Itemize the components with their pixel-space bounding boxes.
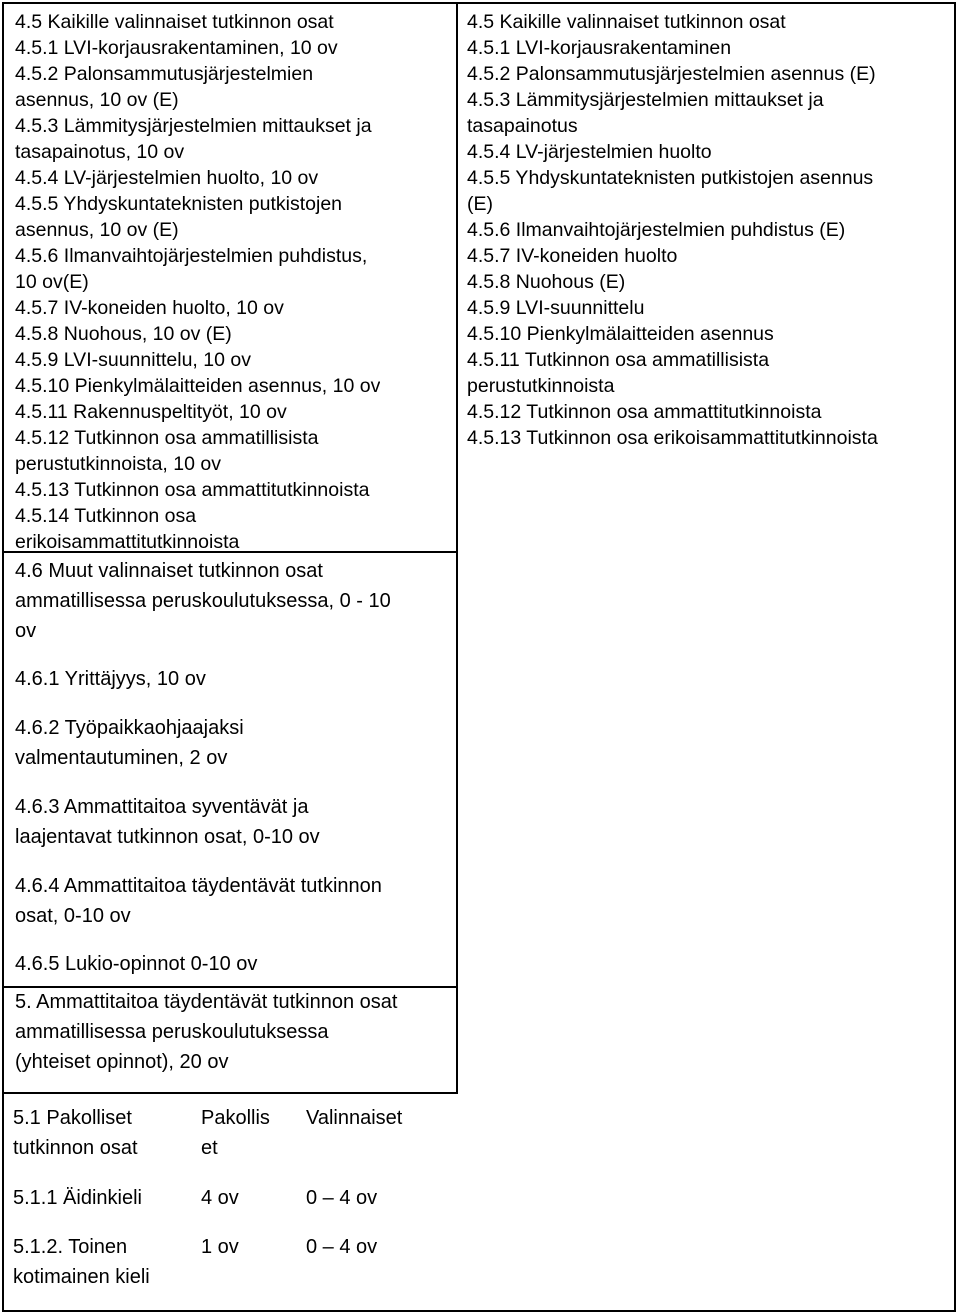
left-section-4-5 xyxy=(15,9,380,549)
table-cell xyxy=(306,1232,377,1262)
text-line: 4.5.4 LV-järjestelmien huolto, 10 ov xyxy=(15,167,319,189)
item-4-6-3 xyxy=(15,792,320,852)
column-divider xyxy=(456,2,458,1094)
text-line: 0 – 4 ov xyxy=(306,1236,378,1258)
text-line: ammatillisessa peruskoulutuksessa, 0 - 10 xyxy=(15,590,391,612)
text-line: 4.5 Kaikille valinnaiset tutkinnon osat xyxy=(15,11,334,33)
item-4-6-4 xyxy=(15,871,382,931)
item-4-6-5 xyxy=(15,949,257,979)
text-line: valmentautuminen, 2 ov xyxy=(15,747,228,769)
text-line: 4.5.9 LVI-suunnittelu xyxy=(467,297,645,319)
text-line: 4.5.14 Tutkinnon osa xyxy=(15,505,197,527)
text-line: 4 ov xyxy=(201,1187,239,1209)
text-line: (E) xyxy=(467,193,493,215)
left-section-5-heading xyxy=(15,987,397,1077)
text-line: Pakollis xyxy=(201,1107,270,1129)
text-line: perustutkinnoista, 10 ov xyxy=(15,453,221,475)
text-line: 4.6.5 Lukio-opinnot 0-10 ov xyxy=(15,953,258,975)
text-line: 0 – 4 ov xyxy=(306,1187,378,1209)
text-line: laajentavat tutkinnon osat, 0-10 ov xyxy=(15,826,320,848)
text-line: 4.5.2 Palonsammutusjärjestelmien xyxy=(15,63,314,85)
text-line: 4.5.11 Rakennuspeltityöt, 10 ov xyxy=(15,401,287,423)
text-line: tasapainotus xyxy=(467,115,578,137)
text-line: 4.6.3 Ammattitaitoa syventävät ja xyxy=(15,796,309,818)
item-4-6-2 xyxy=(15,713,244,773)
text-line: Valinnaiset xyxy=(306,1107,403,1129)
text-line: ammatillisessa peruskoulutuksessa xyxy=(15,1021,329,1043)
text-line: 4.6.1 Yrittäjyys, 10 ov xyxy=(15,668,206,690)
text-line: osat, 0-10 ov xyxy=(15,905,131,927)
text-line: 4.5.13 Tutkinnon osa erikoisammattitutkinnoista xyxy=(467,427,878,449)
text-line: 4.5.1 LVI-korjausrakentaminen xyxy=(467,37,732,59)
text-line: 4.5.6 Ilmanvaihtojärjestelmien puhdistus, xyxy=(15,245,368,267)
text-line: 4.5 Kaikille valinnaiset tutkinnon osat xyxy=(467,11,786,33)
text-line: 4.5.6 Ilmanvaihtojärjestelmien puhdistus (E) xyxy=(467,219,846,241)
text-line: tutkinnon osat xyxy=(13,1137,138,1159)
text-line: 4.5.13 Tutkinnon osa ammattitutkinnoista xyxy=(15,479,370,501)
table-header-cell xyxy=(13,1103,138,1163)
text-line: 4.5.7 IV-koneiden huolto xyxy=(467,245,678,267)
text-line: 10 ov(E) xyxy=(15,271,89,293)
text-line: 4.5.2 Palonsammutusjärjestelmien asennus (E) xyxy=(467,63,876,85)
left-section-4-6-heading xyxy=(15,556,391,646)
text-line: 5.1 Pakolliset xyxy=(13,1107,132,1129)
table-cell xyxy=(13,1232,150,1292)
text-line: 4.5.11 Tutkinnon osa ammatillisista xyxy=(467,349,770,371)
text-line: 4.5.12 Tutkinnon osa ammattitutkinnoista xyxy=(467,401,822,423)
text-line: 4.5.5 Yhdyskuntateknisten putkistojen xyxy=(15,193,343,215)
text-line: 4.5.10 Pienkylmälaitteiden asennus, 10 ov xyxy=(15,375,381,397)
text-line: 5.1.1 Äidinkieli xyxy=(13,1187,142,1209)
text-line: et xyxy=(201,1137,218,1159)
table-cell xyxy=(201,1183,239,1213)
text-line: kotimainen kieli xyxy=(13,1266,150,1288)
text-line: 4.5.1 LVI-korjausrakentaminen, 10 ov xyxy=(15,37,338,59)
text-line: 1 ov xyxy=(201,1236,239,1258)
table-cell xyxy=(306,1183,377,1213)
text-line: 5. Ammattitaitoa täydentävät tutkinnon osat xyxy=(15,991,398,1013)
item-4-6-1 xyxy=(15,664,206,694)
table-header-cell xyxy=(201,1103,270,1163)
right-section-4-5 xyxy=(467,9,878,451)
text-line: 4.5.9 LVI-suunnittelu, 10 ov xyxy=(15,349,251,371)
text-line: 4.5.5 Yhdyskuntateknisten putkistojen asennus xyxy=(467,167,874,189)
text-line: (yhteiset opinnot), 20 ov xyxy=(15,1051,229,1073)
text-line: 4.5.12 Tutkinnon osa ammatillisista xyxy=(15,427,319,449)
text-line: ov xyxy=(15,620,37,642)
text-line: perustutkinnoista xyxy=(467,375,615,397)
text-line-clipped: erikoisammattitutkinnoista xyxy=(15,531,240,549)
text-line: 5.1.2. Toinen xyxy=(13,1236,128,1258)
text-line: asennus, 10 ov (E) xyxy=(15,219,179,241)
table-cell xyxy=(13,1183,142,1213)
text-line: 4.5.8 Nuohous, 10 ov (E) xyxy=(15,323,232,345)
rule-after-45 xyxy=(2,551,458,553)
text-line: 4.5.3 Lämmitysjärjestelmien mittaukset ja xyxy=(467,89,824,111)
text-line: asennus, 10 ov (E) xyxy=(15,89,179,111)
table-cell xyxy=(201,1232,239,1262)
text-line: 4.6.4 Ammattitaitoa täydentävät tutkinnon xyxy=(15,875,382,897)
text-line: 4.5.4 LV-järjestelmien huolto xyxy=(467,141,712,163)
text-line: 4.5.3 Lämmitysjärjestelmien mittaukset ja xyxy=(15,115,372,137)
table-header-cell xyxy=(306,1103,402,1133)
text-line: 4.6 Muut valinnaiset tutkinnon osat xyxy=(15,560,323,582)
text-line: 4.5.10 Pienkylmälaitteiden asennus xyxy=(467,323,774,345)
text-line: 4.6.2 Työpaikkaohjaajaksi xyxy=(15,717,244,739)
text-line: tasapainotus, 10 ov xyxy=(15,141,185,163)
text-line: 4.5.7 IV-koneiden huolto, 10 ov xyxy=(15,297,284,319)
table-5-1 xyxy=(4,1094,454,1308)
text-line: 4.5.8 Nuohous (E) xyxy=(467,271,626,293)
